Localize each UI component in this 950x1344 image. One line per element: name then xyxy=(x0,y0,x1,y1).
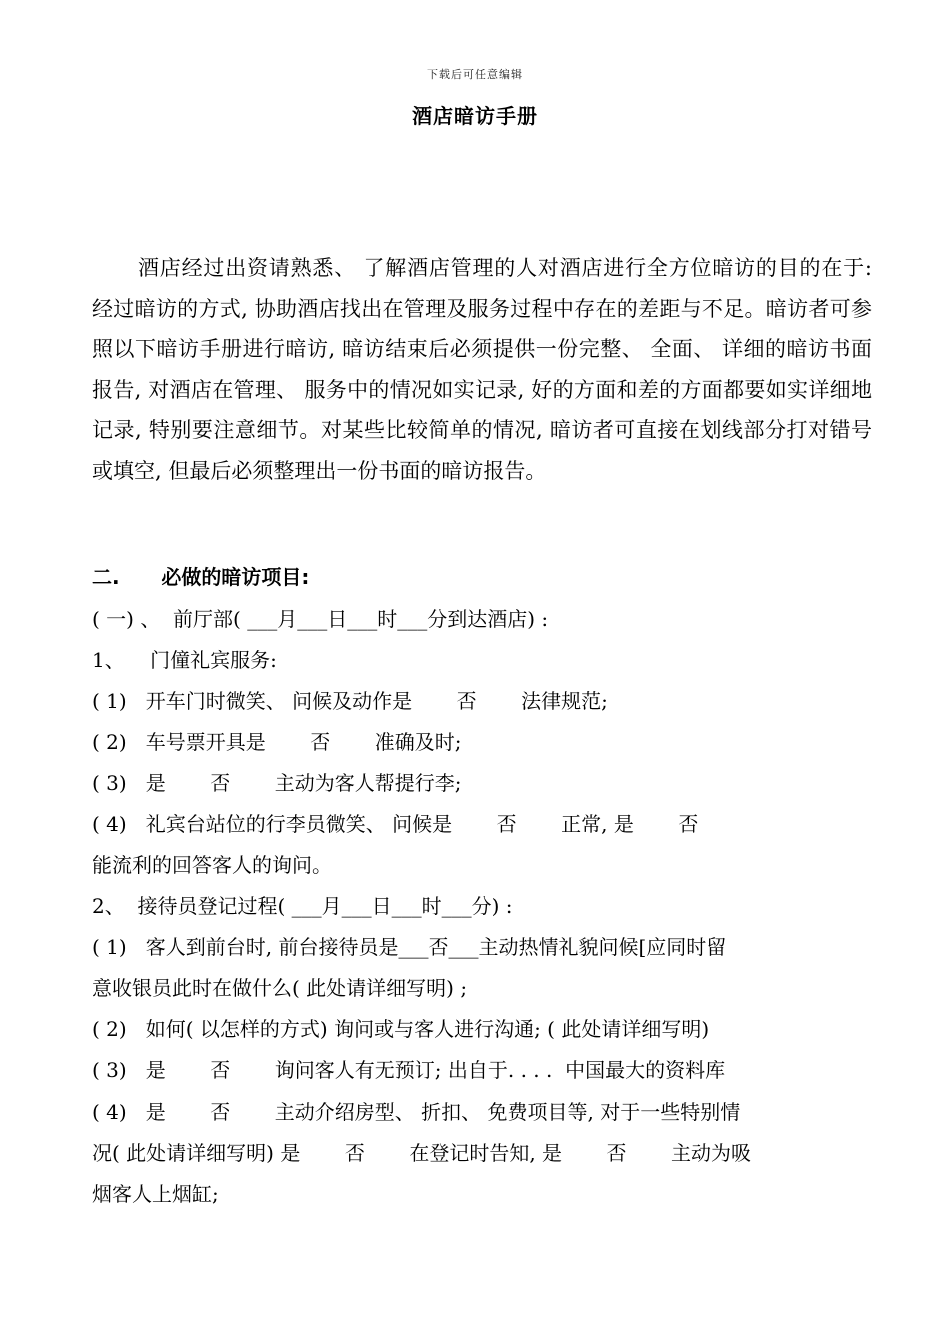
list-item: 况( 此处请详细写明) 是 否 在登记时告知, 是 否 主动为吸 xyxy=(92,1141,752,1165)
header-note: 下载后可任意编辑 xyxy=(427,68,523,81)
list-item: 意收银员此时在做什么( 此处请详细写明) ; xyxy=(92,976,468,1000)
list-item: 烟客人上烟缸; xyxy=(92,1182,219,1206)
list-item: ( 2) 车号票开具是 否 准确及时; xyxy=(92,730,462,754)
list-item: ( 2) 如何( 以怎样的方式) 询问或与客人进行沟通; ( 此处请详细写明) xyxy=(92,1017,710,1041)
list-item: 1、 门僮礼宾服务: xyxy=(92,648,277,672)
list-item: ( 1) 客人到前台时, 前台接待员是___否___主动热情礼貌问候[应同时留 xyxy=(92,935,727,959)
list-item: ( 一) 、 前厅部( ___月___日___时___分到达酒店) : xyxy=(92,607,549,631)
list-item: ( 4) 是 否 主动介绍房型、 折扣、 免费项目等, 对于一些特别情 xyxy=(92,1100,741,1124)
list-item: ( 1) 开车门时微笑、 问候及动作是 否 法律规范; xyxy=(92,689,608,713)
list-item: ( 4) 礼宾台站位的行李员微笑、 问候是 否 正常, 是 否 xyxy=(92,812,699,836)
intro-paragraph: 酒店经过出资请熟悉、 了解酒店管理的人对酒店进行全方位暗访的目的在于: 经过暗访的方式, 协助酒店找出在管理及服务过程中存在的差距与不足。暗访者可参照以下暗访手册进行暗访, 暗访结束后必须提供一份完整、 全面、 详细的暗访书面报告, 对酒店在管理、 服务中的情况如实记录, 好的方面和差的方面都要如实详细地记录, 特别要注意细节。对某些比较简单的情况, 暗访者可直接在划线部分打对错号或填空, 但最后必须整理出一份书面的暗访报告。 xyxy=(92,256,872,483)
list-item: 能流利的回答客人的询问。 xyxy=(92,853,332,877)
page-title: 酒店暗访手册 xyxy=(412,104,538,128)
section-heading: 二. 必做的暗访项目: xyxy=(92,565,310,589)
list-item: 2、 接待员登记过程( ___月___日___时___分) : xyxy=(92,894,513,918)
list-item: ( 3) 是 否 主动为客人帮提行李; xyxy=(92,771,462,795)
list-item: ( 3) 是 否 询问客人有无预订; 出自于. . . . 中国最大的资料库 xyxy=(92,1058,726,1082)
